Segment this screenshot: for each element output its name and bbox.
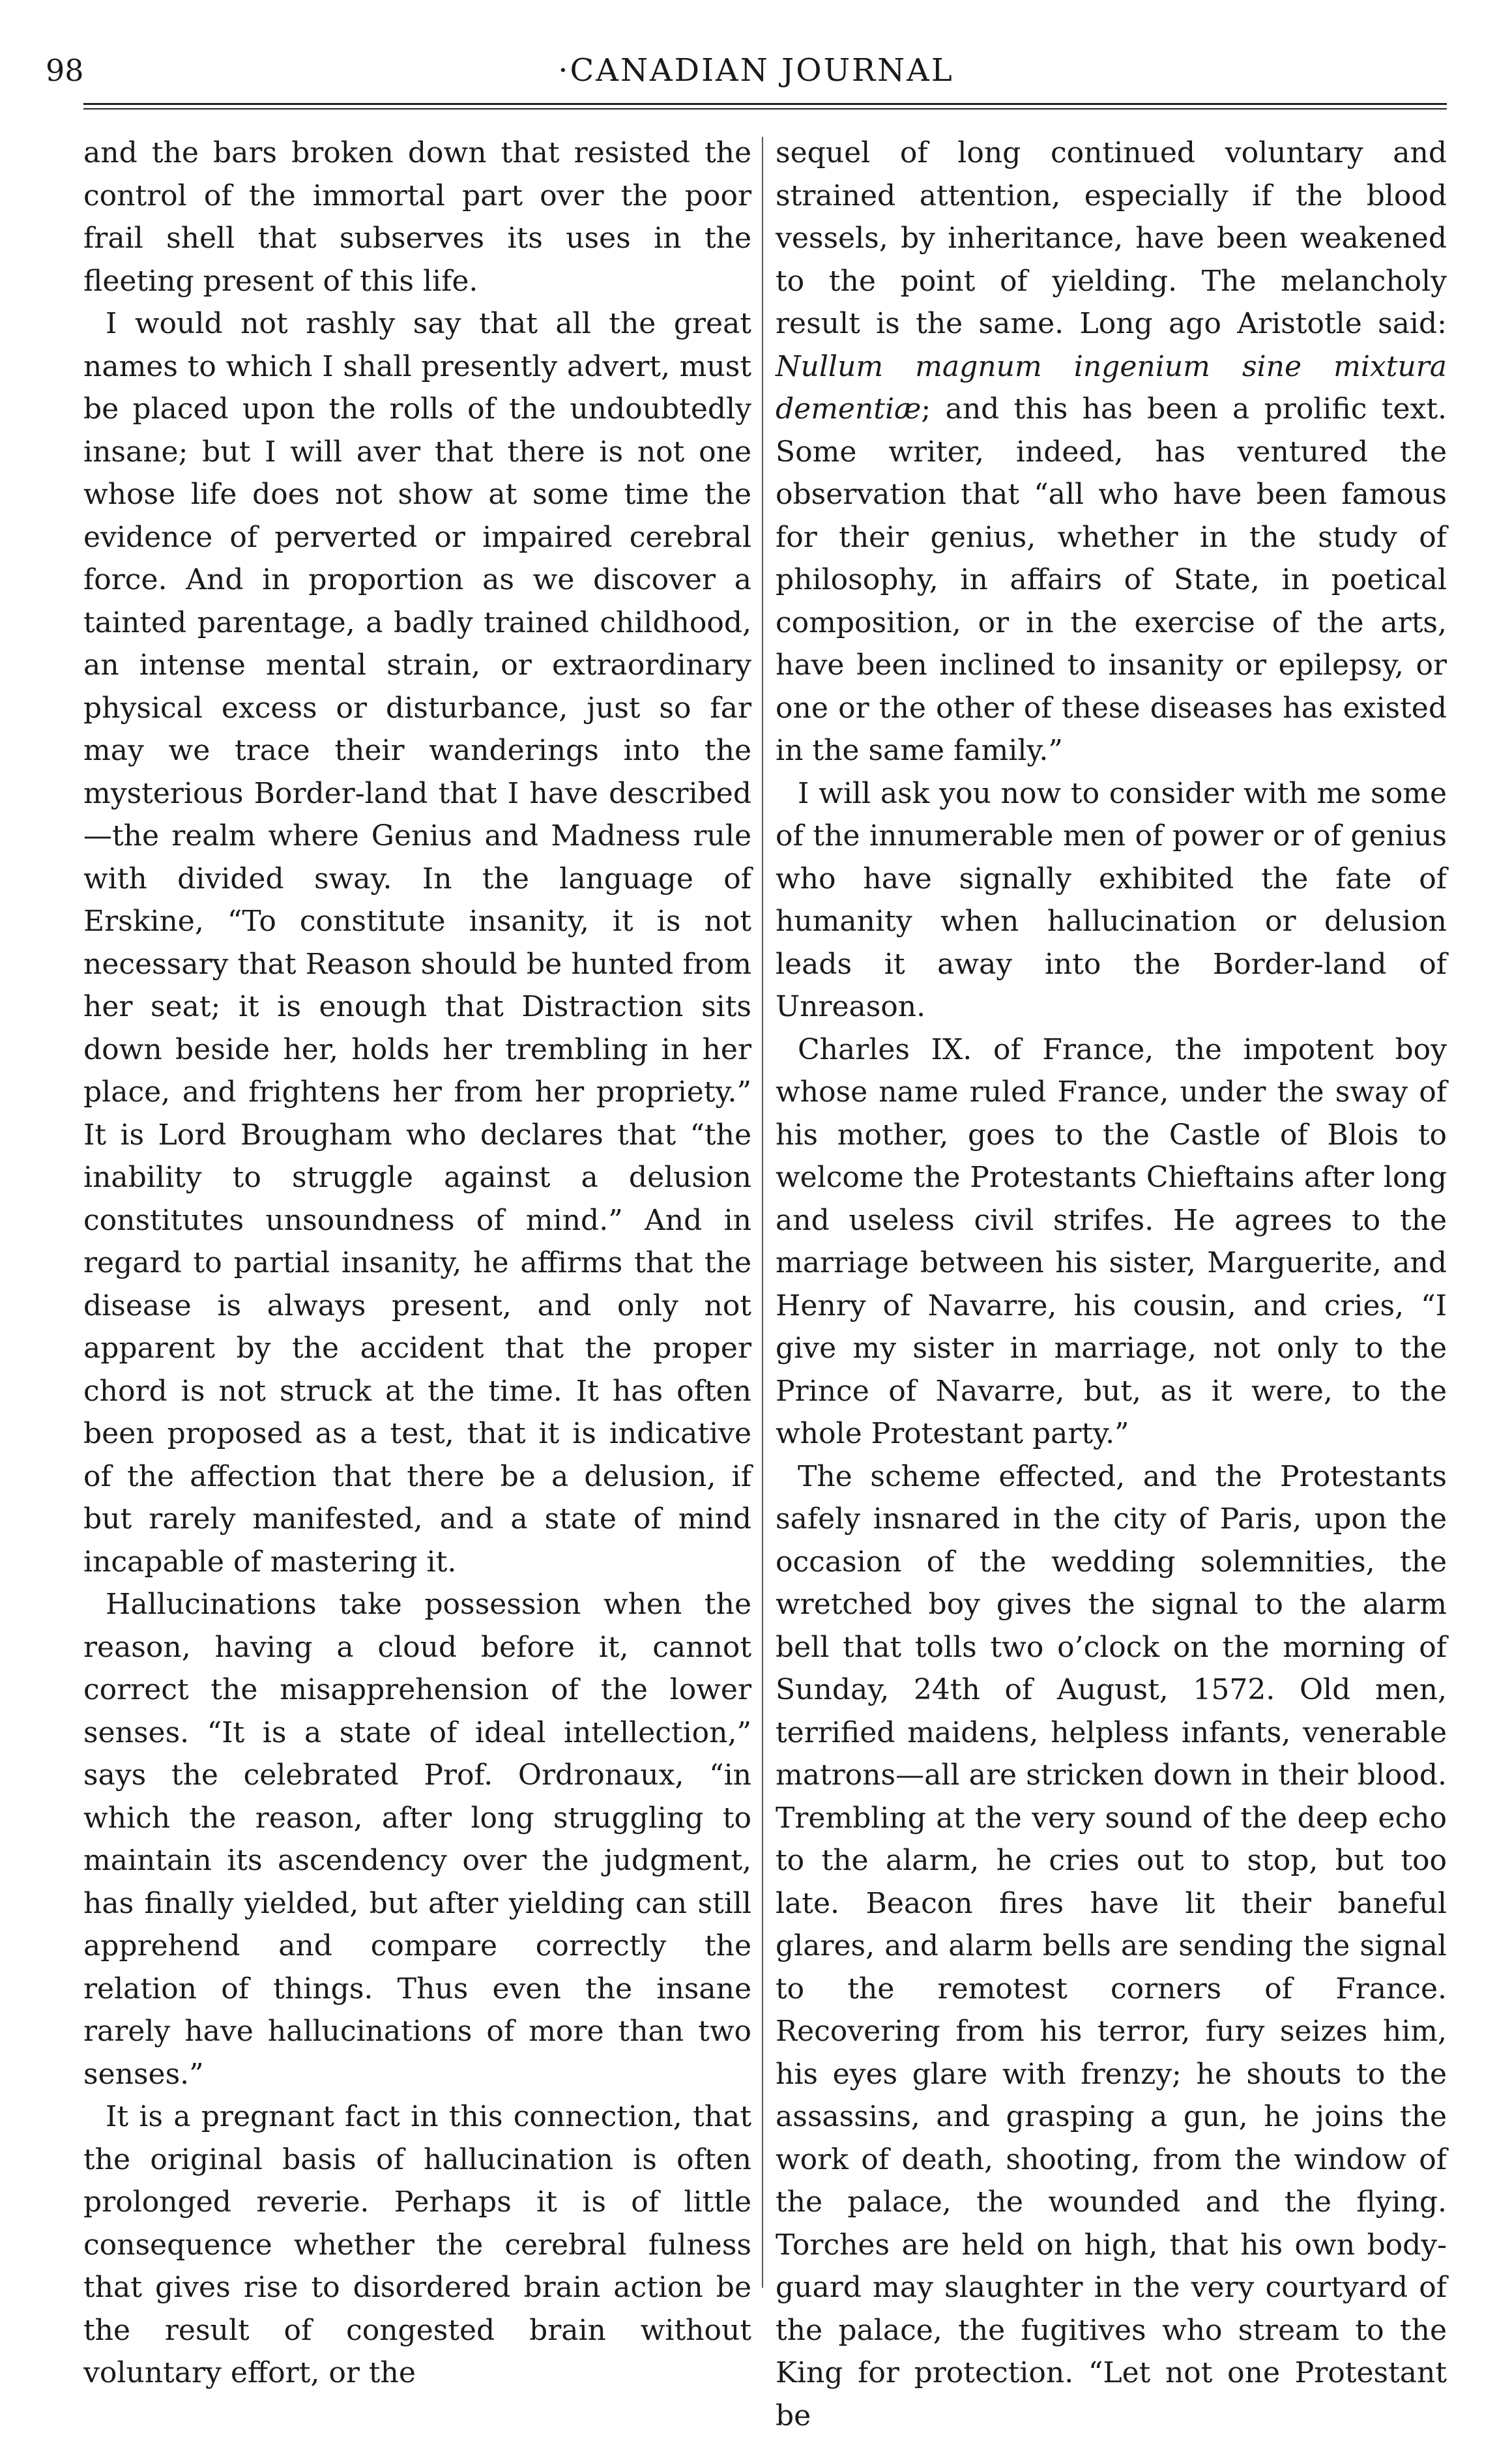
paragraph: and the bars broken down that resisted the control of the immortal part over the poor frail shell that subserves its uses in the fleeting present of this life. <box>83 132 751 302</box>
latin-quotation: Nullum magnum ingenium sine mixtura dementiæ <box>776 350 1447 426</box>
running-head-title: ·CANADIAN JOURNAL <box>0 51 1512 90</box>
paragraph: Hallucinations take possession when the reason, having a cloud before it, cannot correct the misapprehension of the lower senses. “It is a state of ideal intellection,” says the celebrated Prof. Ordronaux, “in which the reason, after long struggling to maintain its ascendency over the judgment, has finally yielded, but after yielding can still apprehend and compare correctly the relation of things. Thus even the insane rarely have hallucinations of more than two senses.” <box>83 1583 751 2095</box>
page-header <box>0 0 1512 114</box>
paragraph: It is a pregnant fact in this connection, that the original basis of hallucination is often prolonged reverie. Perhaps it is of little consequence whether the cerebral fulness that gives rise to disordered brain action be the result of congested brain without voluntary effort, or the <box>83 2095 751 2395</box>
text-run: ; and this has been a prolific text. Some writer, indeed, has ventured the observation that “all who have been famous for their genius, whether in the study of philosophy, in affairs of State, in poetical composition, or in the exercise of the arts, have been inclined to insanity or epilepsy, or one or the other of these diseases has existed in the same family.” <box>776 392 1447 767</box>
column-divider <box>762 137 763 2288</box>
page-number: 98 <box>46 51 84 90</box>
right-column <box>776 132 1447 2289</box>
paragraph: Charles IX. of France, the impotent boy whose name ruled France, under the sway of his mother, goes to the Castle of Blois to welcome the Protestants Chieftains after long and useless civil strifes. He agrees to the marriage between his sister, Marguerite, and Henry of Navarre, his cousin, and cries, “I give my sister in marriage, not only to the Prince of Navarre, but, as it were, to the whole Protestant party.” <box>776 1029 1447 1455</box>
paragraph: I will ask you now to consider with me some of the innumerable men of power or of genius who have signally exhibited the fate of humanity when hallucination or delusion leads it away into the Border-land of Unreason. <box>776 772 1447 1029</box>
paragraph <box>776 132 1447 772</box>
header-rule-top <box>83 103 1447 105</box>
paragraph: The scheme effected, and the Protestants safely insnared in the city of Paris, upon the occasion of the wedding solemnities, the wretched boy gives the signal to the alarm bell that tolls two o’clock on the morning of Sunday, 24th of August, 1572. Old men, terrified maidens, helpless infants, venerable matrons—all are stricken down in their blood. Trembling at the very sound of the deep echo to the alarm, he cries out to stop, but too late. Beacon fires have lit their baneful glares, and alarm bells are sending the signal to the remotest corners of France. Recovering from his terror, fury seizes him, his eyes glare with frenzy; he shouts to the assassins, and grasping a gun, he joins the work of death, shooting, from the window of the palace, the wounded and the flying. Torches are held on high, that his own body-guard may slaughter in the very courtyard of the palace, the fugitives who stream to the King for protection. “Let not one Protestant be <box>776 1455 1447 2437</box>
text-run: sequel of long continued voluntary and strained attention, especially if the blood vessels, by inheritance, have been weakened to the point of yielding. The melancholy result is the same. Long ago Aristotle said: <box>776 136 1447 340</box>
paragraph: I would not rashly say that all the great names to which I shall presently advert, must be placed upon the rolls of the undoubtedly insane; but I will aver that there is not one whose life does not show at some time the evidence of perverted or impaired cerebral force. And in proportion as we discover a tainted parentage, a badly trained childhood, an intense mental strain, or extraordinary physical excess or disturbance, just so far may we trace their wanderings into the mysterious Border-land that I have described—the realm where Genius and Madness rule with divided sway. In the language of Erskine, “To constitute insanity, it is not necessary that Reason should be hunted from her seat; it is enough that Distraction sits down beside her, holds her trembling in her place, and frightens her from her propriety.” It is Lord Brougham who declares that “the inability to struggle against a delusion constitutes unsoundness of mind.” And in regard to partial insanity, he affirms that the disease is always present, and only not apparent by the accident that the proper chord is not struck at the time. It has often been proposed as a test, that it is indicative of the affection that there be a delusion, if but rarely manifested, and a state of mind incapable of mastering it. <box>83 302 751 1583</box>
header-rule-bottom <box>83 108 1447 109</box>
left-column <box>83 132 751 2289</box>
